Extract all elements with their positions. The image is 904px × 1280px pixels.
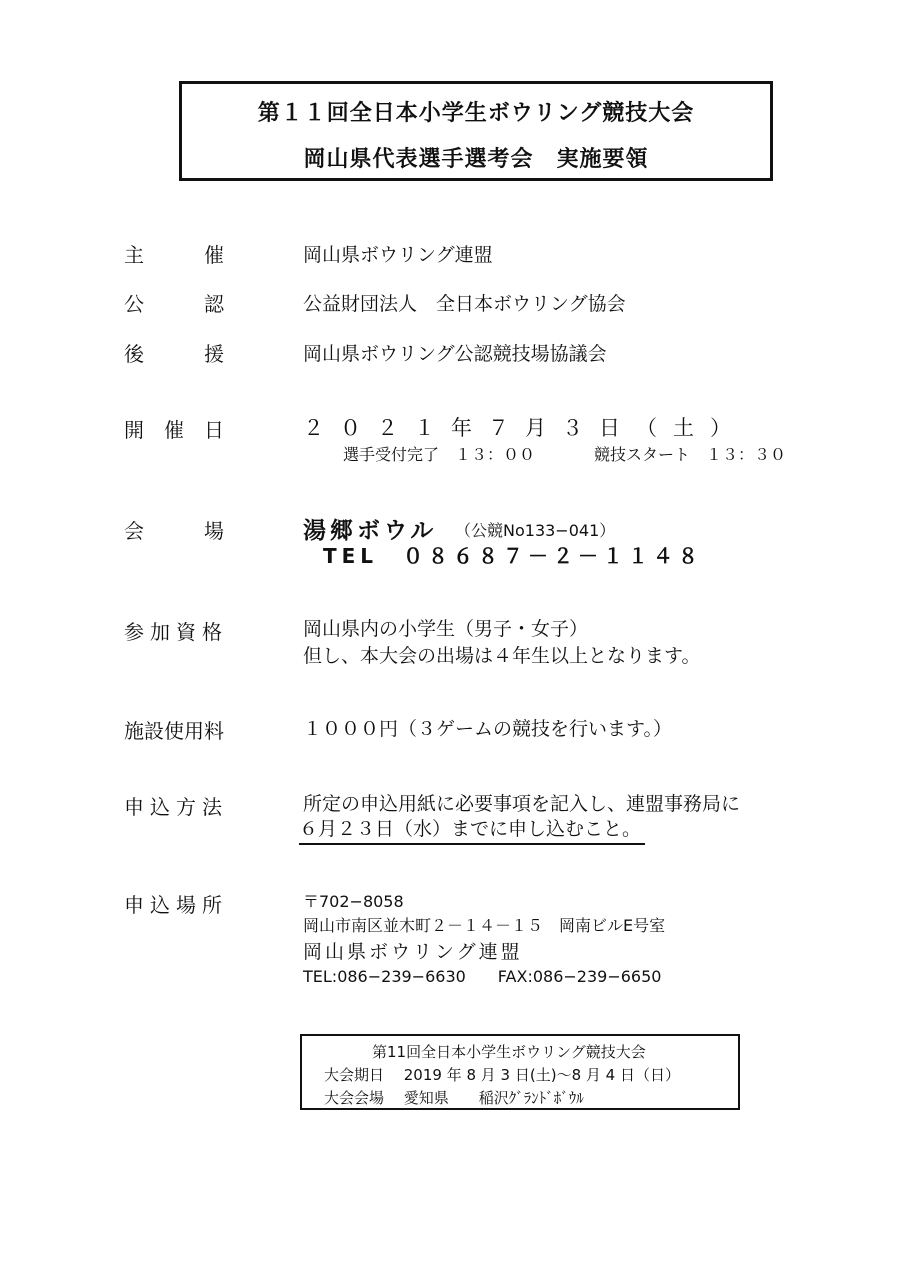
info-box-dates: 大会期日 2019 年 8 月 3 日(土)～8 月 4 日（日）	[324, 1066, 680, 1084]
date-label: 開 催 日	[124, 418, 224, 442]
organizer-value: 岡山県ボウリング連盟	[303, 244, 493, 266]
eligibility-label: 参加資格	[124, 620, 228, 644]
method-label: 申込方法	[124, 795, 228, 819]
place-label: 申込場所	[124, 893, 228, 917]
place-address: 岡山市南区並木町２－１４－１５ 岡南ビルE号室	[303, 916, 666, 935]
title-line-2: 岡山県代表選手選考会 実施要領	[303, 147, 649, 172]
approval-label: 公 認	[124, 292, 224, 316]
info-box-title: 第11回全日本小学生ボウリング競技大会	[372, 1043, 646, 1061]
venue-name: 湯郷ボウル	[303, 518, 438, 544]
title-box	[179, 81, 773, 181]
method-line-2: ６月２３日（水）までに申し込むこと。	[299, 814, 645, 845]
venue-code: （公競No133−041）	[455, 521, 616, 540]
approval-value: 公益財団法人 全日本ボウリング協会	[303, 293, 626, 315]
venue-label: 会 場	[124, 519, 224, 543]
place-telfax: TEL:086−239−6630 FAX:086−239−6650	[303, 967, 662, 986]
start-time: 競技スタート １３：３０	[594, 445, 787, 464]
eligibility-line-2: 但し、本大会の出場は４年生以上となります。	[303, 645, 701, 667]
place-postal: 〒702−8058	[303, 892, 404, 911]
place-org: 岡山県ボウリング連盟	[303, 941, 523, 963]
eligibility-line-1: 岡山県内の小学生（男子・女子）	[303, 618, 589, 640]
info-box-venue: 大会会場 愛知県 稲沢ｸﾞﾗﾝﾄﾞﾎﾞｳﾙ	[324, 1089, 584, 1107]
organizer-label: 主 催	[124, 243, 224, 267]
info-box	[300, 1034, 740, 1110]
method-line-1: 所定の申込用紙に必要事項を記入し、連盟事務局に	[303, 793, 741, 815]
date-value: ２０２１年７月３日（土）	[303, 416, 747, 440]
reception-time: 選手受付完了 １３：００	[343, 445, 536, 464]
support-value: 岡山県ボウリング公認競技場協議会	[303, 343, 607, 365]
fee-label: 施設使用料	[124, 719, 224, 743]
fee-value: １０００円（３ゲームの競技を行います。）	[303, 718, 672, 740]
title-line-1: 第１１回全日本小学生ボウリング競技大会	[257, 101, 695, 126]
support-label: 後 援	[124, 342, 224, 366]
venue-tel: TEL ０８６８７－２－１１４８	[323, 544, 704, 568]
